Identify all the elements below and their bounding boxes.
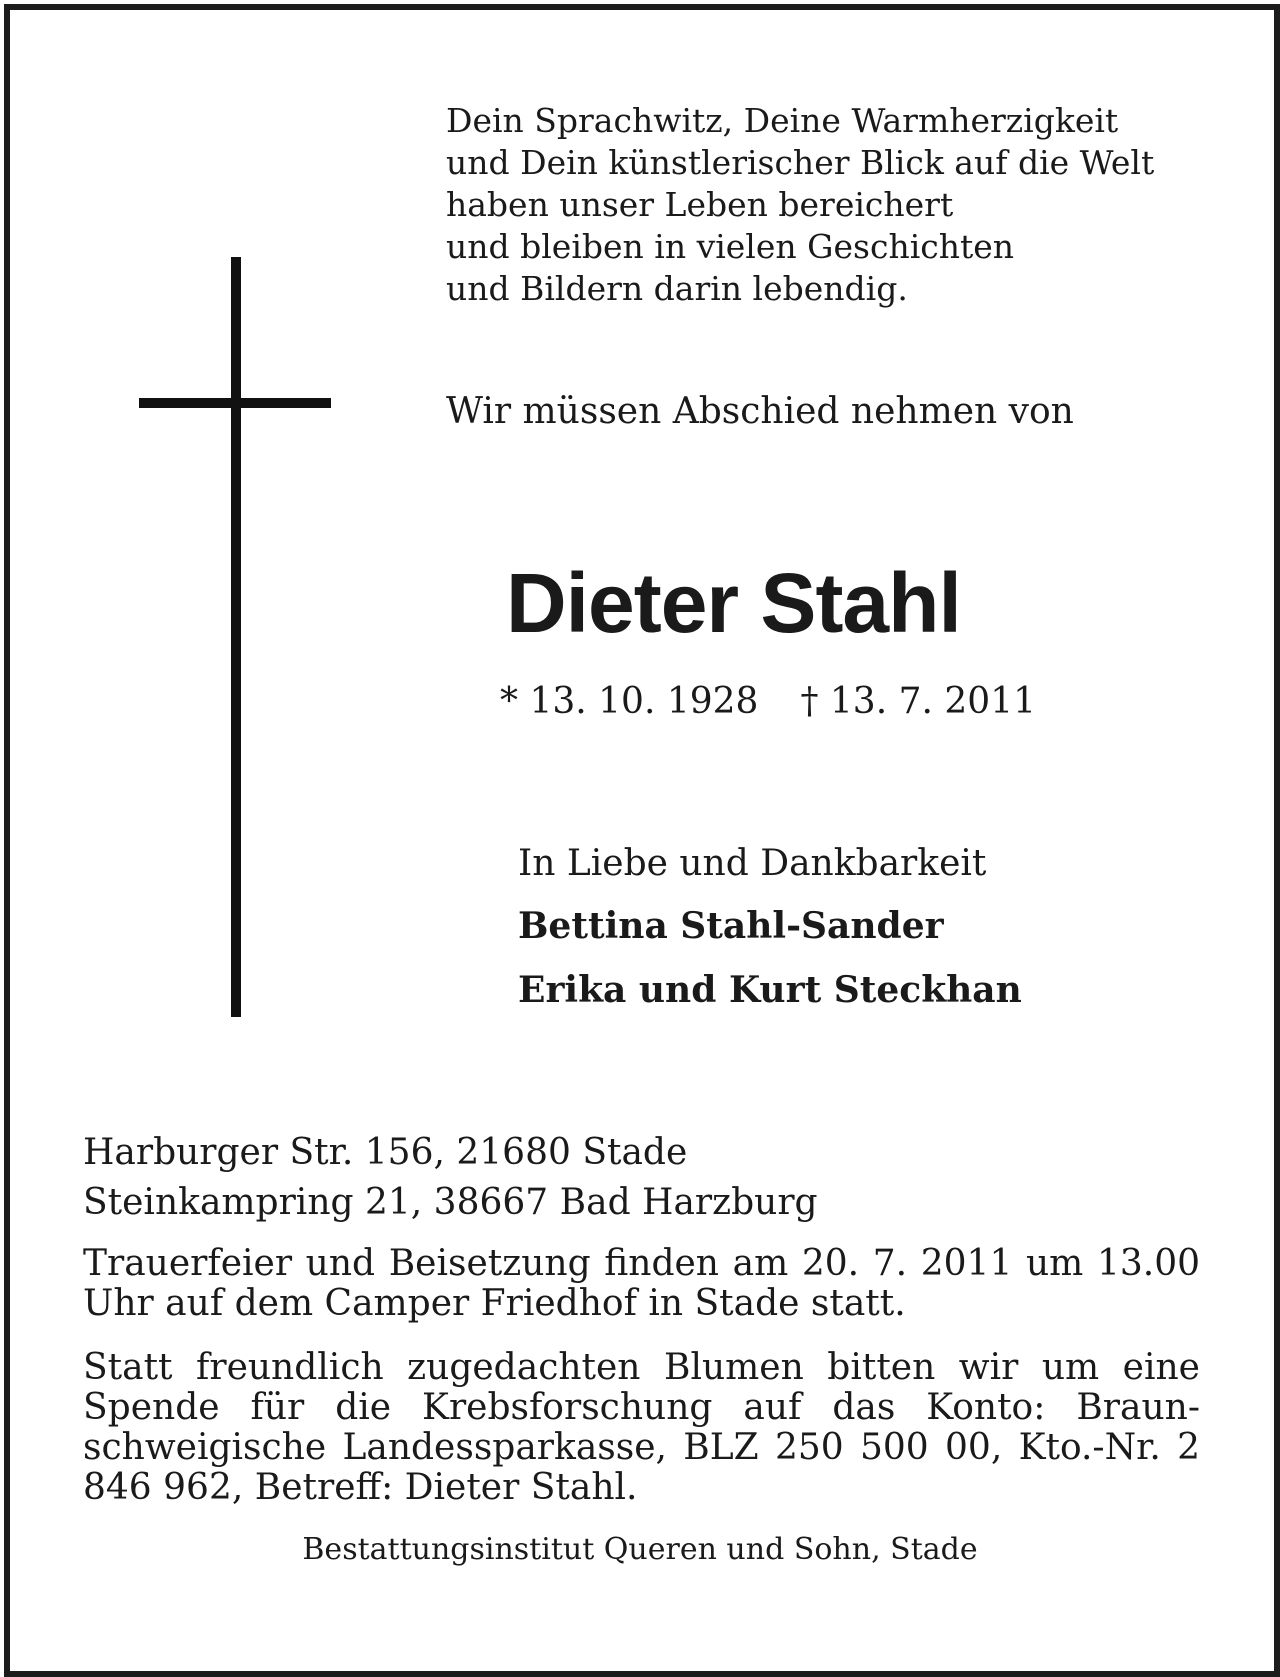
cross-horizontal-bar — [139, 398, 331, 408]
poem-line: und Dein künstlerischer Blick auf die Welt — [446, 143, 1155, 182]
death-date: † 13. 7. 2011 — [800, 681, 1036, 722]
memorial-poem — [446, 100, 1154, 310]
birth-date: * 13. 10. 1928 — [500, 681, 759, 722]
donation-notice: Statt freundlich zugedachten Blumen bitten wir um eine Spende für die Krebsforschung auf das Konto: Braun-schweigische Landessparkasse, BLZ 250 500 00, Kto.-Nr. 2 846 962, Betreff: Dieter Stahl. — [83, 1347, 1200, 1508]
poem-line: haben unser Leben bereichert — [446, 185, 954, 224]
undertaker-credit: Bestattungsinstitut Queren und Sohn, Stade — [302, 1532, 978, 1567]
poem-line: und Bildern darin lebendig. — [446, 269, 908, 308]
mourner-name: Bettina Stahl-Sander — [518, 905, 944, 947]
poem-line: Dein Sprachwitz, Deine Warmherzigkeit — [446, 101, 1119, 140]
life-dates — [500, 680, 1036, 724]
address-line: Steinkampring 21, 38667 Bad Harzburg — [83, 1182, 818, 1223]
address-list — [83, 1128, 818, 1228]
ceremony-notice: Trauerfeier und Beisetzung finden am 20. 7. 2011 um 13.00 Uhr auf dem Camper Friedhof in Stade statt. — [83, 1243, 1200, 1324]
cross-vertical-bar — [231, 257, 241, 1017]
deceased-name: Dieter Stahl — [506, 556, 961, 650]
address-line: Harburger Str. 156, 21680 Stade — [83, 1132, 688, 1173]
mourner-name: Erika und Kurt Steckhan — [518, 969, 1022, 1011]
mourners-intro: In Liebe und Dankbarkeit — [518, 843, 987, 884]
farewell-intro: Wir müssen Abschied nehmen von — [446, 391, 1074, 432]
poem-line: und bleiben in vielen Geschichten — [446, 227, 1015, 266]
